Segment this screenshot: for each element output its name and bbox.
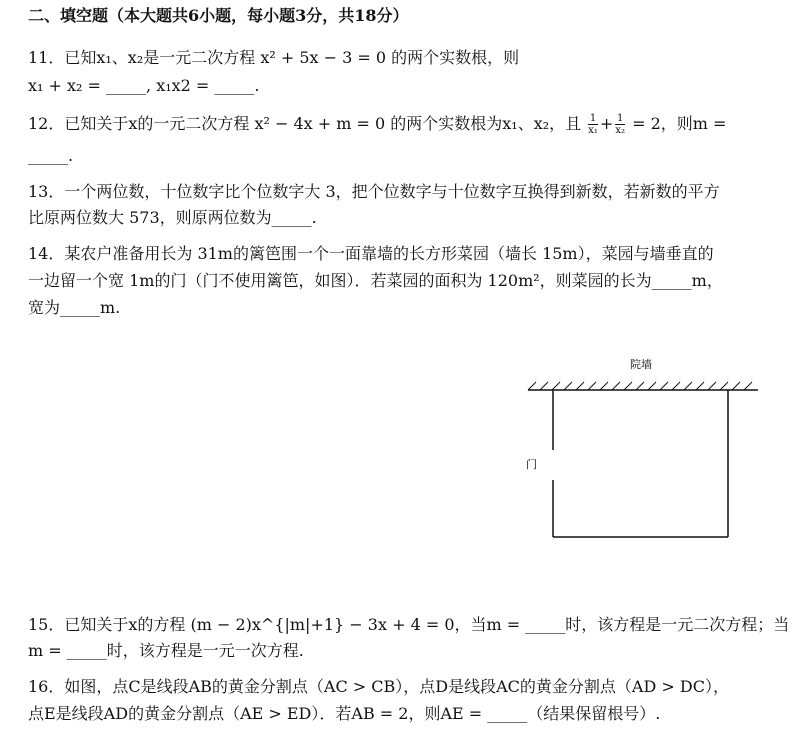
fraction-numerator: 1 xyxy=(589,113,597,124)
question-13-line-2: 比原两位数大 573，则原两位数为_____. xyxy=(28,208,317,227)
door-label: 门 xyxy=(526,458,537,471)
question-11-line-2: x₁ + x₂ = _____, x₁x2 = _____. xyxy=(28,76,260,95)
fence-outline xyxy=(553,390,728,537)
question-12-line-2: _____. xyxy=(28,146,74,165)
fraction-numerator: 1 xyxy=(616,113,624,124)
fraction-denominator: x₂ xyxy=(615,125,625,136)
fraction-1-over-x2 xyxy=(615,113,625,136)
question-16-line-2: 点E是线段AD的黄金分割点（AE > ED）．若AB = 2，则AE = _____（结果保留根号）. xyxy=(28,704,661,723)
question-15-line-1: 15．已知关于x的方程 (m − 2)x^{|m|+1} − 3x + 4 = 0，当m = _____时，该方程是一元二次方程；当 xyxy=(28,615,790,634)
question-12-text: 12．已知关于x的一元二次方程 x² − 4x + m = 0 的两个实数根为x₁、x₂，且 xyxy=(28,114,582,133)
question-15-line-2: m = _____时，该方程是一元一次方程. xyxy=(28,641,304,660)
wall-hatching xyxy=(528,382,752,390)
garden-figure xyxy=(520,350,770,545)
question-16-line-1: 16．如图，点C是线段AB的黄金分割点（AC > CB），点D是线段AC的黄金分割点（AD > DC）， xyxy=(28,677,729,696)
fraction-1-over-x1 xyxy=(588,113,598,136)
question-12-line-1: 12．已知关于x的一元二次方程 x² − 4x + m = 0 的两个实数根为x₁、x₂，且 $\frac{1}{\text{x₁}}$ + $\frac{1}{\text{x₂}}$ = 2，则m = xyxy=(28,113,727,136)
section-title: 二、填空题（本大题共6小题，每小题3分，共18分） xyxy=(28,6,409,25)
question-14-line-3: 宽为_____m. xyxy=(28,298,121,317)
question-11-line-1: 11．已知x₁、x₂是一元二次方程 x² + 5x − 3 = 0 的两个实数根，则 xyxy=(28,48,520,67)
wall-label: 院墙 xyxy=(630,358,652,371)
question-14-line-1: 14．某农户准备用长为 31m的篱笆围一个一面靠墙的长方形菜园（墙长 15m），菜园与墙垂直的 xyxy=(28,244,714,263)
question-12-tail: = 2，则m = xyxy=(632,114,727,133)
fraction-denominator: x₁ xyxy=(588,125,598,136)
question-13-line-1: 13．一个两位数，十位数字比个位数字大 3，把个位数字与十位数字互换得到新数，若新数的平方 xyxy=(28,182,720,201)
question-14-line-2: 一边留一个宽 1m的门（门不使用篱笆，如图）．若菜园的面积为 120m²，则菜园的长为_____m， xyxy=(28,271,723,290)
